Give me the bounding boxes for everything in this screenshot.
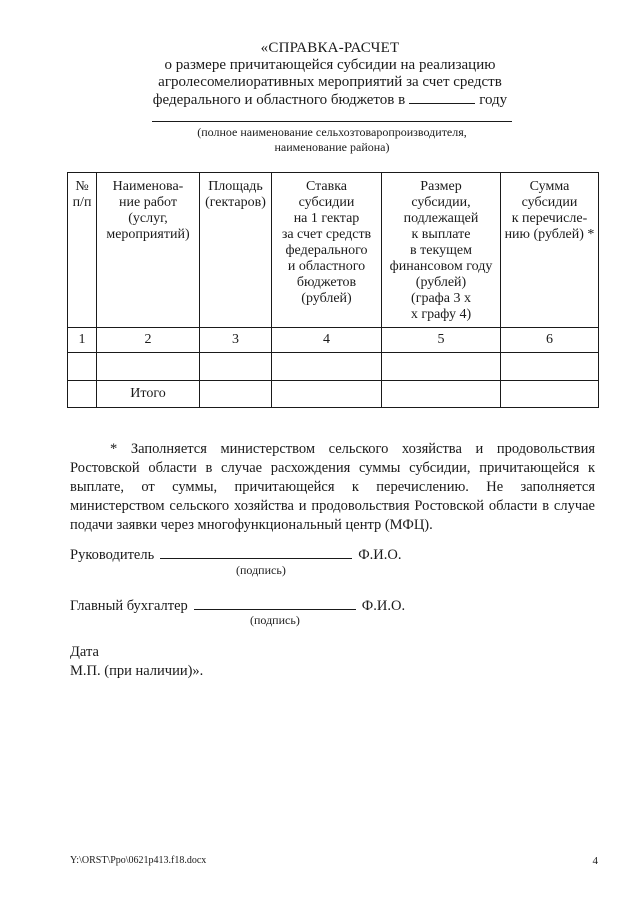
- table-cell[interactable]: [272, 381, 382, 408]
- title-line-3-end: году: [479, 92, 508, 108]
- title-line-3-start: федерального и областного бюджетов в: [152, 92, 406, 108]
- organization-caption: [152, 125, 512, 155]
- header-cell-rate: Ставка субсидии на 1 гектар за счет средств федерального и областного бюджетов (рублей): [272, 173, 382, 328]
- table-row: [68, 353, 599, 381]
- table-cell[interactable]: [382, 381, 501, 408]
- head-fio: Ф.И.О.: [358, 547, 402, 563]
- footnote: [70, 440, 595, 535]
- table-cell[interactable]: [200, 381, 272, 408]
- table-header-row: [68, 173, 599, 328]
- org-caption-line-2: наименование района): [274, 140, 390, 154]
- column-number: 3: [200, 328, 272, 353]
- header-cell-subsidy-amount: Размер субсидии, подлежащей к выплате в текущем финансовом году (рублей) (графа 3 х х графу 4): [382, 173, 501, 328]
- footer-file-path: Y:\ORST\Ppo\0621p413.f18.docx: [70, 855, 207, 866]
- table-cell[interactable]: [501, 381, 599, 408]
- table-cell[interactable]: [68, 381, 97, 408]
- title-line-2: агролесомелиоративных мероприятий за счет средств: [158, 74, 502, 90]
- head-signature-field[interactable]: [160, 544, 352, 559]
- total-row: [68, 381, 599, 408]
- accountant-signature-row: [70, 595, 405, 615]
- total-label: Итого: [97, 381, 200, 408]
- table-cell[interactable]: [68, 353, 97, 381]
- table-cell[interactable]: [272, 353, 382, 381]
- column-number: 4: [272, 328, 382, 353]
- table-cell[interactable]: [501, 353, 599, 381]
- table-cell[interactable]: [97, 353, 200, 381]
- head-signature-row: [70, 544, 402, 564]
- table-cell[interactable]: [200, 353, 272, 381]
- title-line-3: [60, 91, 600, 109]
- accountant-signature-field[interactable]: [194, 595, 356, 610]
- head-label: Руководитель: [70, 547, 155, 563]
- column-number: 1: [68, 328, 97, 353]
- footnote-text: * Заполняется министерством сельского хозяйства и продовольствия Ростовской области в случае расхождения суммы субсидии, причитающейся к выплате, от суммы, причитающейся к перечислению. Не заполняется министерством сельского хозяйства и продовольствия Ростовской области в случае подачи заявки через многофункциональный центр (МФЦ).: [70, 441, 595, 533]
- title-line-1: о размере причитающейся субсидии на реализацию: [164, 57, 496, 73]
- subsidy-table: [67, 172, 599, 408]
- header-cell-area: Площадь (гектаров): [200, 173, 272, 328]
- stamp-label: М.П. (при наличии)».: [70, 663, 204, 679]
- accountant-fio: Ф.И.О.: [361, 598, 406, 614]
- table-cell[interactable]: [382, 353, 501, 381]
- document-title-block: [60, 40, 600, 109]
- document-title: «СПРАВКА-РАСЧЕТ: [260, 40, 400, 56]
- column-number: 2: [97, 328, 200, 353]
- date-label: Дата: [70, 644, 99, 660]
- header-cell-transfer-sum: Сумма субсидии к перечисле- нию (рублей) *: [501, 173, 599, 328]
- header-cell-work-name: Наименова- ние работ (услуг, мероприятий): [97, 173, 200, 328]
- page-number: 4: [592, 855, 598, 867]
- header-cell-number: № п/п: [68, 173, 97, 328]
- column-number: 6: [501, 328, 599, 353]
- accountant-signature-caption: (подпись): [250, 613, 300, 627]
- column-number-row: [68, 328, 599, 353]
- organization-name-line[interactable]: [152, 121, 512, 122]
- accountant-label: Главный бухгалтер: [70, 598, 188, 614]
- date-stamp-block: [70, 643, 203, 681]
- column-number: 5: [382, 328, 501, 353]
- year-blank-field[interactable]: [409, 91, 475, 104]
- org-caption-line-1: (полное наименование сельхозтоваропроизводителя,: [197, 125, 467, 139]
- head-signature-caption: (подпись): [236, 563, 286, 577]
